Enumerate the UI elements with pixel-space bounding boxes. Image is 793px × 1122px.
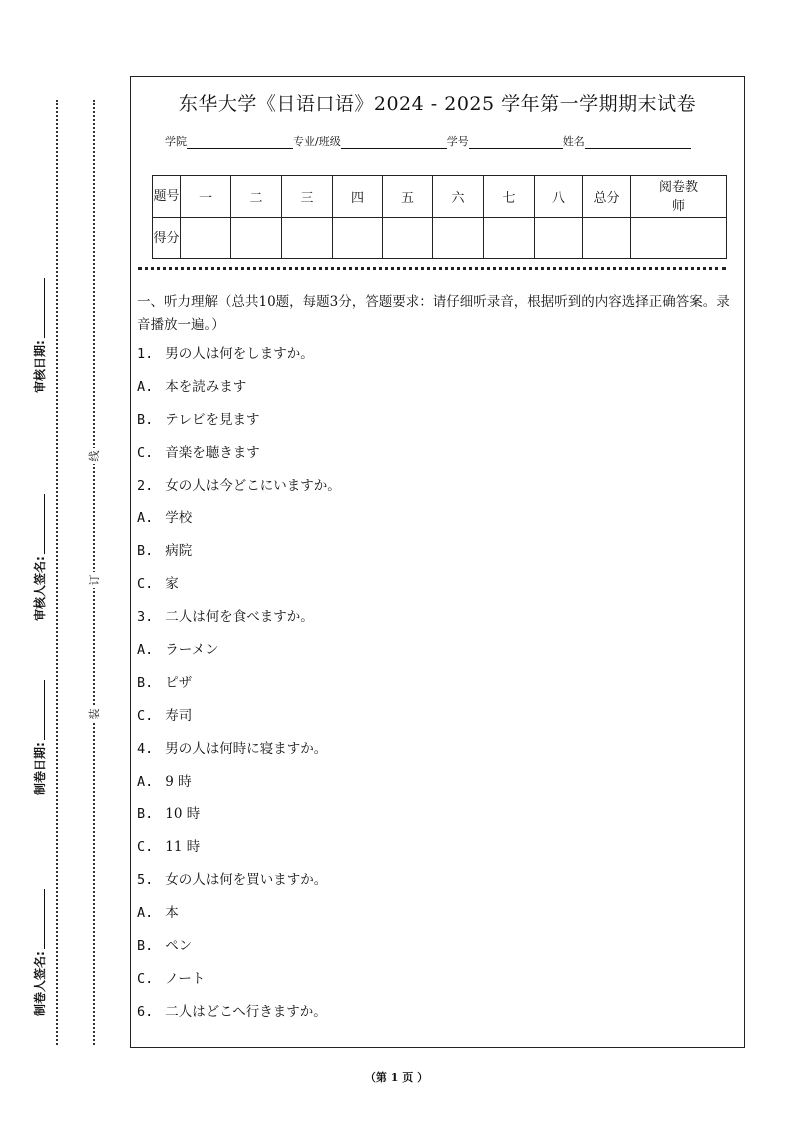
list-item: B. 10 時 <box>137 806 201 823</box>
reviewer-sign-label: 审核人签名: <box>31 475 47 621</box>
table-header-cell: 三 <box>282 176 333 218</box>
score-table <box>152 175 727 259</box>
list-item: 3. 二人は何を食べますか。 <box>137 609 314 626</box>
score-table-score-row <box>153 218 727 259</box>
table-header-cell: 一 <box>181 176 231 218</box>
score-cell[interactable] <box>433 218 484 259</box>
table-header-cell: 八 <box>535 176 583 218</box>
score-table-header-row <box>153 176 727 218</box>
make-date-label: 制卷日期: <box>31 665 47 795</box>
table-header-cell: 四 <box>333 176 383 218</box>
table-header-cell: 七 <box>484 176 535 218</box>
table-header-cell: 总分 <box>583 176 631 218</box>
list-item: B. ペン <box>137 938 193 955</box>
cut-bind-char: 订 <box>86 572 102 588</box>
list-item: 6. 二人はどこへ行きますか。 <box>137 1003 327 1020</box>
table-header-cell: 六 <box>433 176 484 218</box>
list-item: 5. 女の人は何を買いますか。 <box>137 872 328 889</box>
list-item: 2. 女の人は今どこにいますか。 <box>137 477 341 494</box>
table-header-cell: 题号 <box>153 176 181 218</box>
table-header-cell: 阅卷教师 <box>631 176 727 218</box>
list-item: C. 家 <box>137 576 179 593</box>
table-header-cell: 五 <box>383 176 433 218</box>
list-item: C. 音楽を聴きます <box>137 444 260 461</box>
binding-dotted-line-outer <box>56 100 58 1045</box>
review-date-label: 审核日期: <box>31 263 47 393</box>
name-field[interactable] <box>585 138 691 149</box>
major-class-field[interactable] <box>341 138 447 149</box>
list-item: C. 寿司 <box>137 707 193 724</box>
score-cell[interactable] <box>484 218 535 259</box>
page-number: （第 1 页 ） <box>364 1071 429 1084</box>
list-item: A. 本を読みます <box>137 378 247 395</box>
major-class-label: 专业/班级 <box>293 135 341 148</box>
score-cell[interactable] <box>583 218 631 259</box>
list-item: C. 11 時 <box>137 839 201 856</box>
table-header-cell: 二 <box>231 176 282 218</box>
list-item: B. 病院 <box>137 543 193 560</box>
score-cell[interactable] <box>231 218 282 259</box>
dotted-separator <box>138 267 726 270</box>
list-item: 1. 男の人は何をしますか。 <box>137 346 314 362</box>
maker-sign-label: 制卷人签名: <box>31 870 47 1016</box>
score-cell[interactable] <box>383 218 433 259</box>
list-item: 4. 男の人は何時に寝ますか。 <box>137 740 328 757</box>
exam-title: 东华大学《日语口语》2024 - 2025 学年第一学期期末试卷 <box>178 93 697 115</box>
college-field[interactable] <box>187 138 293 149</box>
name-label: 姓名 <box>562 135 585 148</box>
cut-mount-char: 装 <box>86 706 102 722</box>
college-label: 学院 <box>165 135 187 148</box>
score-cell[interactable] <box>333 218 383 259</box>
student-id-field[interactable] <box>469 138 563 149</box>
list-item: B. ピザ <box>137 674 193 691</box>
score-cell[interactable] <box>535 218 583 259</box>
score-row-label: 得分 <box>153 218 181 259</box>
list-item: A. ラーメン <box>137 642 219 659</box>
score-cell[interactable] <box>282 218 333 259</box>
list-item: B. テレビを見ます <box>137 411 260 428</box>
question-list <box>137 344 341 1035</box>
list-item: A. 本 <box>137 905 179 922</box>
list-item: C. ノート <box>137 970 206 987</box>
score-cell[interactable] <box>631 218 727 259</box>
student-id-label: 学号 <box>446 135 469 148</box>
list-item: A. 9 時 <box>137 773 192 790</box>
student-info-row <box>165 133 691 149</box>
exam-paper-frame <box>130 76 745 1048</box>
cut-line-char: 线 <box>86 448 102 464</box>
section-instructions: 一、听力理解（总共10题，每题3分，答题要求：请仔细听录音，根据听到的内容选择正确答案。录音播放一遍。） <box>137 294 730 333</box>
score-cell[interactable] <box>181 218 231 259</box>
list-item: A. 学校 <box>137 510 193 527</box>
